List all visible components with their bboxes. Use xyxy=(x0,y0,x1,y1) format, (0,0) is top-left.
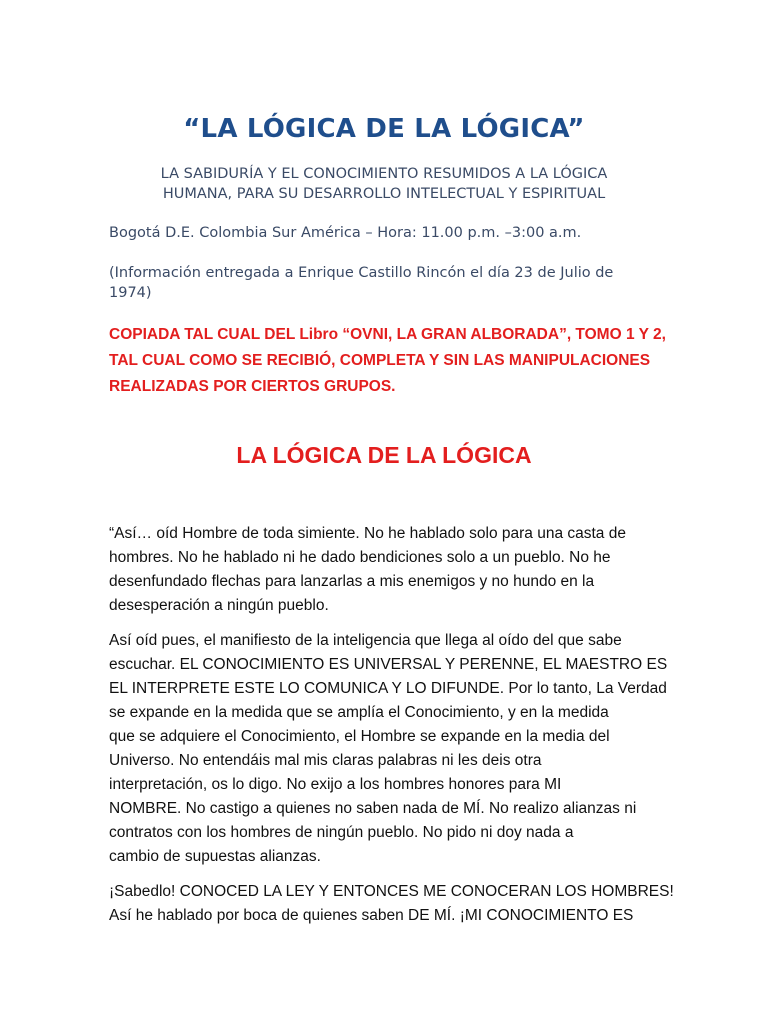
paragraph-line: cambio de supuestas alianzas. xyxy=(109,848,321,865)
subtitle-line: LA SABIDURÍA Y EL CONOCIMIENTO RESUMIDOS A LA LÓGICA xyxy=(160,166,608,182)
notice-line: TAL CUAL COMO SE RECIBIÓ, COMPLETA Y SIN LAS MANIPULACIONES xyxy=(109,352,651,369)
paragraph-line: Así he hablado por boca de quienes saben DE MÍ. ¡MI CONOCIMIENTO ES xyxy=(109,907,634,924)
paragraph-line: que se adquiere el Conocimiento, el Hombre se expande en la media del xyxy=(109,728,610,745)
paragraph-line: contratos con los hombres de ningún pueblo. No pido ni doy nada a xyxy=(109,824,574,841)
paragraph-line: interpretación, os lo digo. No exijo a los hombres honores para MI xyxy=(109,776,562,793)
paragraph-1 xyxy=(109,522,669,618)
section-heading: LA LÓGICA DE LA LÓGICA xyxy=(236,442,532,468)
paragraph-line: NOMBRE. No castigo a quienes no saben nada de MÍ. No realizo alianzas ni xyxy=(109,800,637,817)
paragraph-3 xyxy=(109,880,674,928)
document-subtitle xyxy=(100,164,668,204)
paragraph-line: “Así… oíd Hombre de toda simiente. No he hablado solo para una casta de xyxy=(109,525,626,542)
paragraph-line: Así oíd pues, el manifiesto de la inteligencia que llega al oído del que sabe xyxy=(109,632,622,649)
subtitle-line: HUMANA, PARA SU DESARROLLO INTELECTUAL Y ESPIRITUAL xyxy=(162,186,606,202)
paragraph-line: ¡Sabedlo! CONOCED LA LEY Y ENTONCES ME CONOCERAN LOS HOMBRES! xyxy=(109,883,674,900)
notice-line: REALIZADAS POR CIERTOS GRUPOS. xyxy=(109,378,396,395)
paragraph-line: se expande en la medida que se amplía el Conocimiento, y en la medida xyxy=(109,704,609,721)
paragraph-line: escuchar. EL CONOCIMIENTO ES UNIVERSAL Y PERENNE, EL MAESTRO ES xyxy=(109,656,668,673)
source-info-line: 1974) xyxy=(109,285,152,301)
paragraph-2 xyxy=(109,629,669,869)
notice-line: COPIADA TAL CUAL DEL Libro “OVNI, LA GRAN ALBORADA”, TOMO 1 Y 2, xyxy=(109,326,666,343)
document-title: “LA LÓGICA DE LA LÓGICA” xyxy=(183,114,585,144)
paragraph-line: desenfundado flechas para lanzarlas a mis enemigos y no hundo en la xyxy=(109,573,595,590)
paragraph-line: hombres. No he hablado ni he dado bendiciones solo a un pueblo. No he xyxy=(109,549,611,566)
source-info-line: (Información entregada a Enrique Castillo Rincón el día 23 de Julio de xyxy=(109,265,614,281)
paragraph-line: EL INTERPRETE ESTE LO COMUNICA Y LO DIFUNDE. Por lo tanto, La Verdad xyxy=(109,680,667,697)
date-location-line: Bogotá D.E. Colombia Sur América – Hora: 11.00 p.m. –3:00 a.m. xyxy=(109,225,582,241)
source-info xyxy=(109,263,689,303)
paragraph-line: Universo. No entendáis mal mis claras palabras ni les deis otra xyxy=(109,752,542,769)
paragraph-line: desesperación a ningún pueblo. xyxy=(109,597,329,614)
copy-notice xyxy=(109,322,694,400)
